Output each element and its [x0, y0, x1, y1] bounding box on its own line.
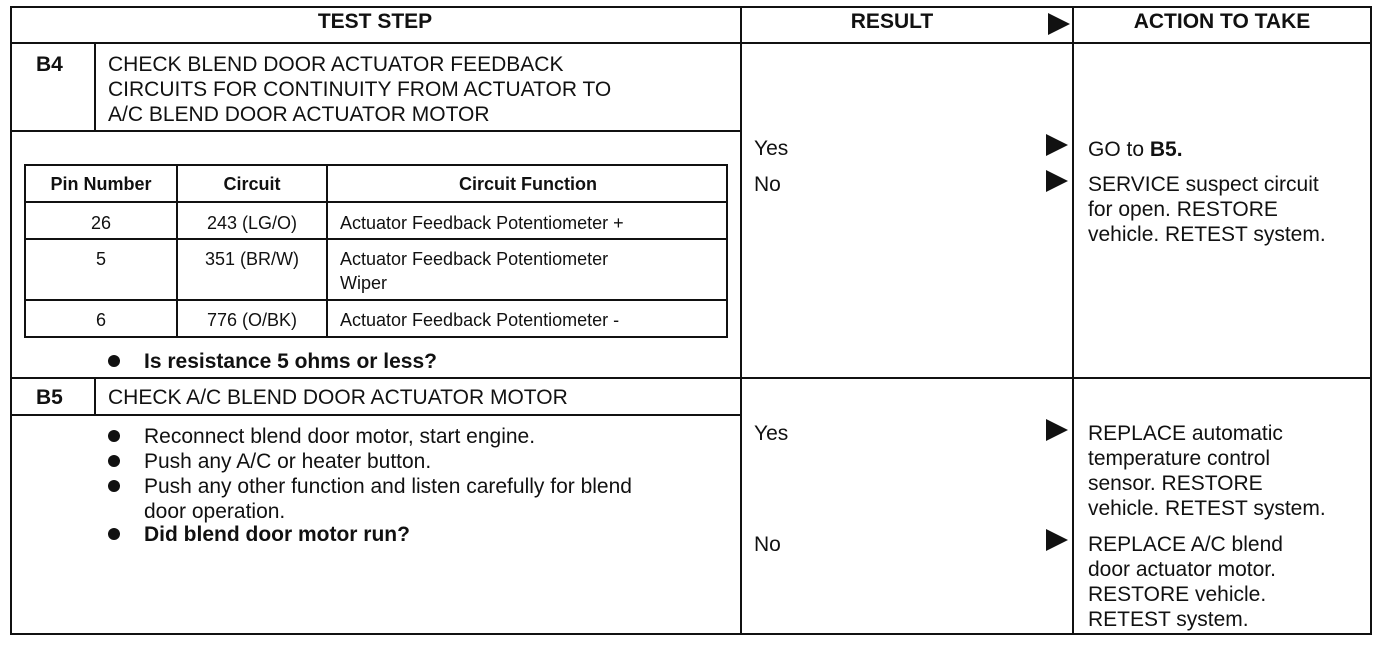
b4-title-line: A/C BLEND DOOR ACTUATOR MOTOR [108, 103, 490, 126]
table-left-border [10, 6, 12, 635]
b5-action-no-line: REPLACE A/C blend [1088, 533, 1283, 556]
header-action: ACTION TO TAKE [1133, 10, 1311, 33]
pin-table-header-pin: Pin Number [50, 174, 152, 194]
b5-question: Did blend door motor run? [144, 523, 410, 546]
b5-result-yes: Yes [754, 422, 789, 445]
b5-bullet-text: Reconnect blend door motor, start engine. [144, 425, 536, 448]
pin-table-cell-circuit: 776 (O/BK) [206, 310, 298, 330]
bullet-icon [108, 528, 120, 540]
pin-table-cell-pin: 26 [90, 213, 112, 233]
bullet-icon [108, 455, 120, 467]
pin-table-cell-pin: 6 [95, 310, 106, 330]
b4-action-yes [1088, 137, 1183, 162]
table-bottom-border [10, 633, 1372, 635]
pin-table-border [24, 336, 728, 338]
pin-table-header-divider [24, 201, 728, 203]
b4-title-line: CHECK BLEND DOOR ACTUATOR FEEDBACK [108, 53, 564, 76]
b4-b5-divider [10, 377, 1372, 379]
b5-title: CHECK A/C BLEND DOOR ACTUATOR MOTOR [108, 386, 568, 409]
column-divider-action [1072, 6, 1074, 635]
b4-action-yes-step: B5. [1149, 138, 1183, 161]
table-right-border [1370, 6, 1372, 635]
arrow-icon [1046, 134, 1068, 156]
bullet-icon [108, 430, 120, 442]
pin-table [24, 164, 728, 338]
arrow-icon [1046, 529, 1068, 551]
b4-action-no-line: for open. RESTORE [1088, 198, 1278, 221]
b5-action-yes-line: sensor. RESTORE [1088, 472, 1263, 495]
pin-table-cell-circuit: 351 (BR/W) [204, 249, 300, 269]
header-arrow-icon [1048, 13, 1070, 35]
b5-title-bottom-border [10, 414, 740, 416]
b4-action-no-line: SERVICE suspect circuit [1088, 173, 1319, 196]
b5-result-no: No [754, 533, 781, 556]
b4-action-yes-prefix: GO to [1088, 138, 1150, 161]
b5-action-yes-line: REPLACE automatic [1088, 422, 1283, 445]
b5-action-yes-line: vehicle. RETEST system. [1088, 497, 1326, 520]
b4-step-id: B4 [36, 53, 63, 76]
pin-table-cell-function: Wiper [340, 273, 388, 293]
b5-step-id: B5 [36, 386, 63, 409]
pin-table-cell-pin: 5 [95, 249, 106, 269]
b5-bullet-text: Push any other function and listen carefully for blend [144, 475, 632, 498]
pin-table-cell-circuit: 243 (LG/O) [206, 213, 298, 233]
bullet-icon [108, 480, 120, 492]
pin-table-cell-function: Actuator Feedback Potentiometer - [340, 310, 620, 330]
table-top-border [10, 6, 1372, 8]
b4-question: Is resistance 5 ohms or less? [144, 350, 437, 373]
pin-table-row-divider [24, 238, 728, 240]
bullet-icon [108, 355, 120, 367]
b5-bullet-text: Push any A/C or heater button. [144, 450, 432, 473]
b5-id-divider [94, 377, 96, 416]
arrow-icon [1046, 170, 1068, 192]
header-result: RESULT [850, 10, 934, 33]
b4-title-line: CIRCUITS FOR CONTINUITY FROM ACTUATOR TO [108, 78, 612, 101]
b4-id-divider [94, 42, 96, 132]
b4-result-yes: Yes [754, 137, 789, 160]
pin-table-header-function: Circuit Function [459, 174, 597, 194]
b5-action-yes-line: temperature control [1088, 447, 1271, 470]
b5-action-no-line: door actuator motor. [1088, 558, 1276, 581]
b4-title-bottom-border [10, 130, 740, 132]
pin-table-cell-function: Actuator Feedback Potentiometer + [340, 213, 624, 233]
arrow-icon [1046, 419, 1068, 441]
header-bottom-border [10, 42, 1372, 44]
header-test-step: TEST STEP [317, 10, 433, 33]
pin-table-row-divider [24, 299, 728, 301]
column-divider-result [740, 6, 742, 635]
b5-action-no-line: RETEST system. [1088, 608, 1249, 631]
b5-action-no-line: RESTORE vehicle. [1088, 583, 1267, 606]
pin-table-border [24, 164, 728, 166]
pin-table-header-circuit: Circuit [223, 174, 281, 194]
b4-action-no-line: vehicle. RETEST system. [1088, 223, 1326, 246]
b5-bullet-text: door operation. [144, 500, 286, 523]
pin-table-cell-function: Actuator Feedback Potentiometer [340, 249, 609, 269]
b4-result-no: No [754, 173, 781, 196]
